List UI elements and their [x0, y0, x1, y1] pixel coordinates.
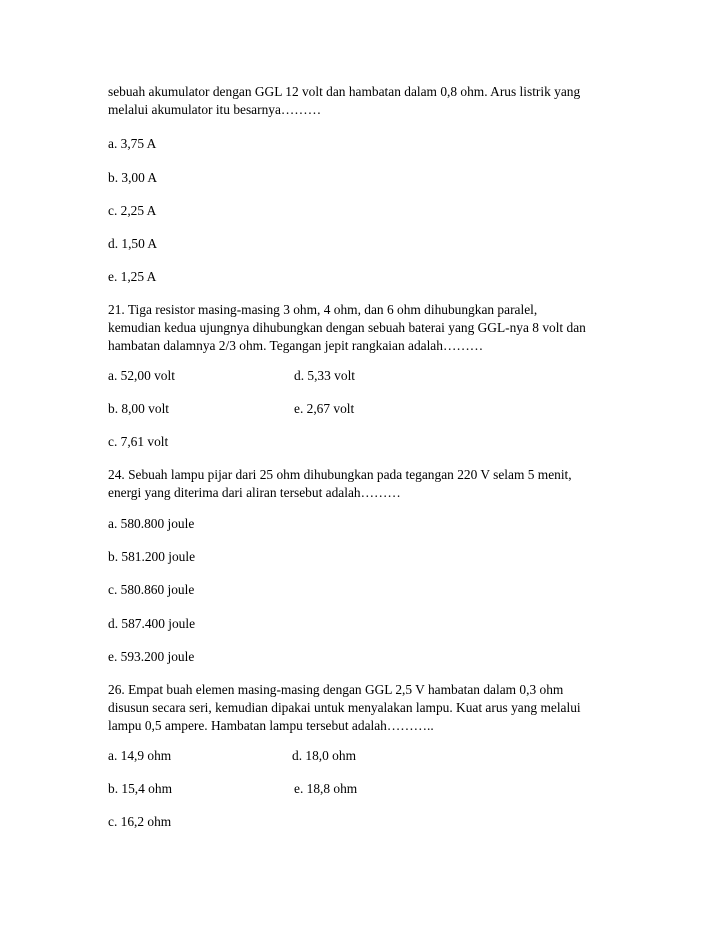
option-prev-c: c. 2,25 A [108, 203, 157, 218]
option-prev-a: a. 3,75 A [108, 136, 157, 151]
option-21-e: e. 2,67 volt [294, 401, 355, 416]
option-24-d: d. 587.400 joule [108, 616, 196, 631]
question-21-line-3: hambatan dalamnya 2/3 ohm. Tegangan jepit rangkaian adalah……… [108, 338, 484, 353]
option-prev-d: d. 1,50 A [108, 236, 158, 251]
question-24 [108, 466, 572, 502]
question-prev-line-1: sebuah akumulator dengan GGL 12 volt dan hambatan dalam 0,8 ohm. Arus listrik yang [108, 84, 581, 99]
option-24-c: c. 580.860 joule [108, 582, 195, 597]
question-26 [108, 681, 581, 735]
option-26-e: e. 18,8 ohm [294, 781, 358, 796]
option-24-e: e. 593.200 joule [108, 649, 195, 664]
question-prev-line-2: melalui akumulator itu besarnya……… [108, 102, 322, 117]
question-21-line-1: 21. Tiga resistor masing-masing 3 ohm, 4 ohm, dan 6 ohm dihubungkan paralel, [108, 302, 538, 317]
option-24-a: a. 580.800 joule [108, 516, 195, 531]
option-21-c: c. 7,61 volt [108, 434, 169, 449]
question-26-line-3: lampu 0,5 ampere. Hambatan lampu tersebut adalah……….. [108, 718, 434, 733]
option-prev-b: b. 3,00 A [108, 170, 158, 185]
option-26-b: b. 15,4 ohm [108, 781, 172, 796]
option-26-c: c. 16,2 ohm [108, 814, 172, 829]
options-21-row-2 [108, 400, 354, 418]
option-21-b: b. 8,00 volt [108, 401, 170, 416]
question-21-line-2: kemudian kedua ujungnya dihubungkan dengan sebuah baterai yang GGL-nya 8 volt dan [108, 320, 586, 335]
option-26-d: d. 18,0 ohm [292, 748, 356, 763]
question-prev [108, 83, 580, 119]
question-26-line-2: disusun secara seri, kemudian dipakai untuk menyalakan lampu. Kuat arus yang melalui [108, 700, 581, 715]
options-26-row-1 [108, 747, 356, 765]
option-24-b: b. 581.200 joule [108, 549, 196, 564]
question-24-line-1: 24. Sebuah lampu pijar dari 25 ohm dihubungkan pada tegangan 220 V selam 5 menit, [108, 467, 572, 482]
options-26-row-2 [108, 780, 357, 798]
options-21-row-1 [108, 367, 355, 385]
option-prev-e: e. 1,25 A [108, 269, 157, 284]
option-21-d: d. 5,33 volt [294, 368, 356, 383]
question-21 [108, 301, 586, 355]
option-21-a: a. 52,00 volt [108, 368, 175, 383]
question-24-line-2: energi yang diterima dari aliran tersebut adalah……… [108, 485, 401, 500]
question-26-line-1: 26. Empat buah elemen masing-masing dengan GGL 2,5 V hambatan dalam 0,3 ohm [108, 682, 564, 697]
option-26-a: a. 14,9 ohm [108, 748, 172, 763]
